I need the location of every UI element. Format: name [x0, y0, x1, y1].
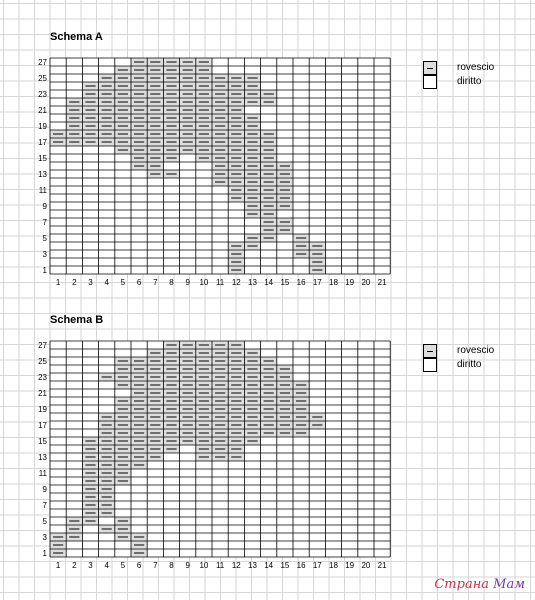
column-tick-label: 4: [104, 278, 109, 287]
row-tick-label: 5: [42, 517, 47, 526]
column-tick-label: 15: [280, 561, 290, 570]
column-tick-label: 18: [329, 561, 338, 570]
legend-purl-label: rovescio: [457, 345, 495, 356]
row-tick-label: 3: [42, 533, 47, 542]
legend-knit-label: diritto: [457, 359, 482, 370]
row-tick-label: 7: [42, 218, 47, 227]
column-tick-label: 10: [199, 278, 209, 287]
row-tick-label: 7: [42, 501, 47, 510]
schema-b-chart: [0, 339, 535, 575]
column-tick-label: 8: [169, 561, 174, 570]
column-tick-label: 16: [296, 278, 306, 287]
row-tick-label: 25: [38, 74, 47, 83]
row-tick-label: 15: [38, 154, 47, 163]
column-tick-label: 21: [377, 278, 387, 287]
column-tick-label: 14: [264, 561, 274, 570]
column-tick-label: 17: [312, 278, 322, 287]
column-tick-label: 15: [280, 278, 290, 287]
row-tick-label: 3: [42, 250, 47, 259]
row-tick-label: 13: [38, 170, 47, 179]
knit-symbol-icon: [423, 358, 437, 372]
row-tick-label: 17: [38, 421, 47, 430]
column-tick-label: 13: [248, 561, 257, 570]
row-tick-label: 9: [42, 202, 47, 211]
column-tick-label: 11: [215, 278, 225, 287]
column-tick-label: 16: [296, 561, 306, 570]
column-tick-label: 8: [169, 278, 174, 287]
column-tick-label: 20: [361, 278, 371, 287]
column-tick-label: 1: [55, 278, 61, 287]
row-tick-label: 11: [38, 186, 47, 195]
legend-purl-label: rovescio: [457, 62, 495, 73]
column-tick-label: 2: [72, 561, 77, 570]
purl-symbol-icon: [423, 344, 437, 358]
row-tick-label: 21: [38, 389, 47, 398]
knit-symbol-icon: [423, 75, 437, 89]
column-tick-label: 11: [215, 561, 225, 570]
column-tick-label: 10: [199, 561, 209, 570]
column-tick-label: 14: [264, 278, 274, 287]
row-tick-label: 1: [42, 549, 47, 558]
column-tick-label: 9: [185, 561, 190, 570]
column-tick-label: 19: [345, 561, 355, 570]
row-tick-label: 21: [38, 106, 47, 115]
row-tick-label: 23: [38, 90, 47, 99]
schema-a-title: Schema A: [50, 31, 103, 43]
column-tick-label: 9: [185, 278, 190, 287]
row-tick-label: 1: [42, 266, 47, 275]
column-tick-label: 21: [377, 561, 387, 570]
column-tick-label: 6: [136, 278, 142, 287]
row-tick-label: 25: [38, 357, 47, 366]
schema-a-chart: [0, 56, 535, 292]
row-tick-label: 19: [38, 122, 47, 131]
column-tick-label: 5: [120, 561, 126, 570]
row-tick-label: 13: [38, 453, 47, 462]
legend-knit-label: diritto: [457, 76, 482, 87]
column-tick-label: 3: [88, 278, 93, 287]
column-tick-label: 6: [136, 561, 142, 570]
column-tick-label: 17: [312, 561, 322, 570]
column-tick-label: 5: [120, 278, 126, 287]
column-tick-label: 1: [55, 561, 61, 570]
row-tick-label: 19: [38, 405, 47, 414]
column-tick-label: 12: [231, 278, 241, 287]
schema-b-title: Schema B: [50, 314, 104, 326]
row-tick-label: 15: [38, 437, 47, 446]
column-tick-label: 7: [153, 278, 158, 287]
column-tick-label: 4: [104, 561, 109, 570]
row-tick-label: 27: [38, 58, 47, 67]
column-tick-label: 20: [361, 561, 371, 570]
column-tick-label: 19: [345, 278, 355, 287]
row-tick-label: 11: [38, 469, 47, 478]
column-tick-label: 3: [88, 561, 93, 570]
row-tick-label: 17: [38, 138, 47, 147]
column-tick-label: 7: [153, 561, 158, 570]
column-tick-label: 18: [329, 278, 338, 287]
row-tick-label: 5: [42, 234, 47, 243]
purl-symbol-icon: [423, 61, 437, 75]
site-watermark: Страна Мам: [434, 577, 525, 592]
column-tick-label: 2: [72, 278, 77, 287]
column-tick-label: 13: [248, 278, 257, 287]
row-tick-label: 9: [42, 485, 47, 494]
row-tick-label: 27: [38, 341, 47, 350]
column-tick-label: 12: [231, 561, 241, 570]
row-tick-label: 23: [38, 373, 47, 382]
